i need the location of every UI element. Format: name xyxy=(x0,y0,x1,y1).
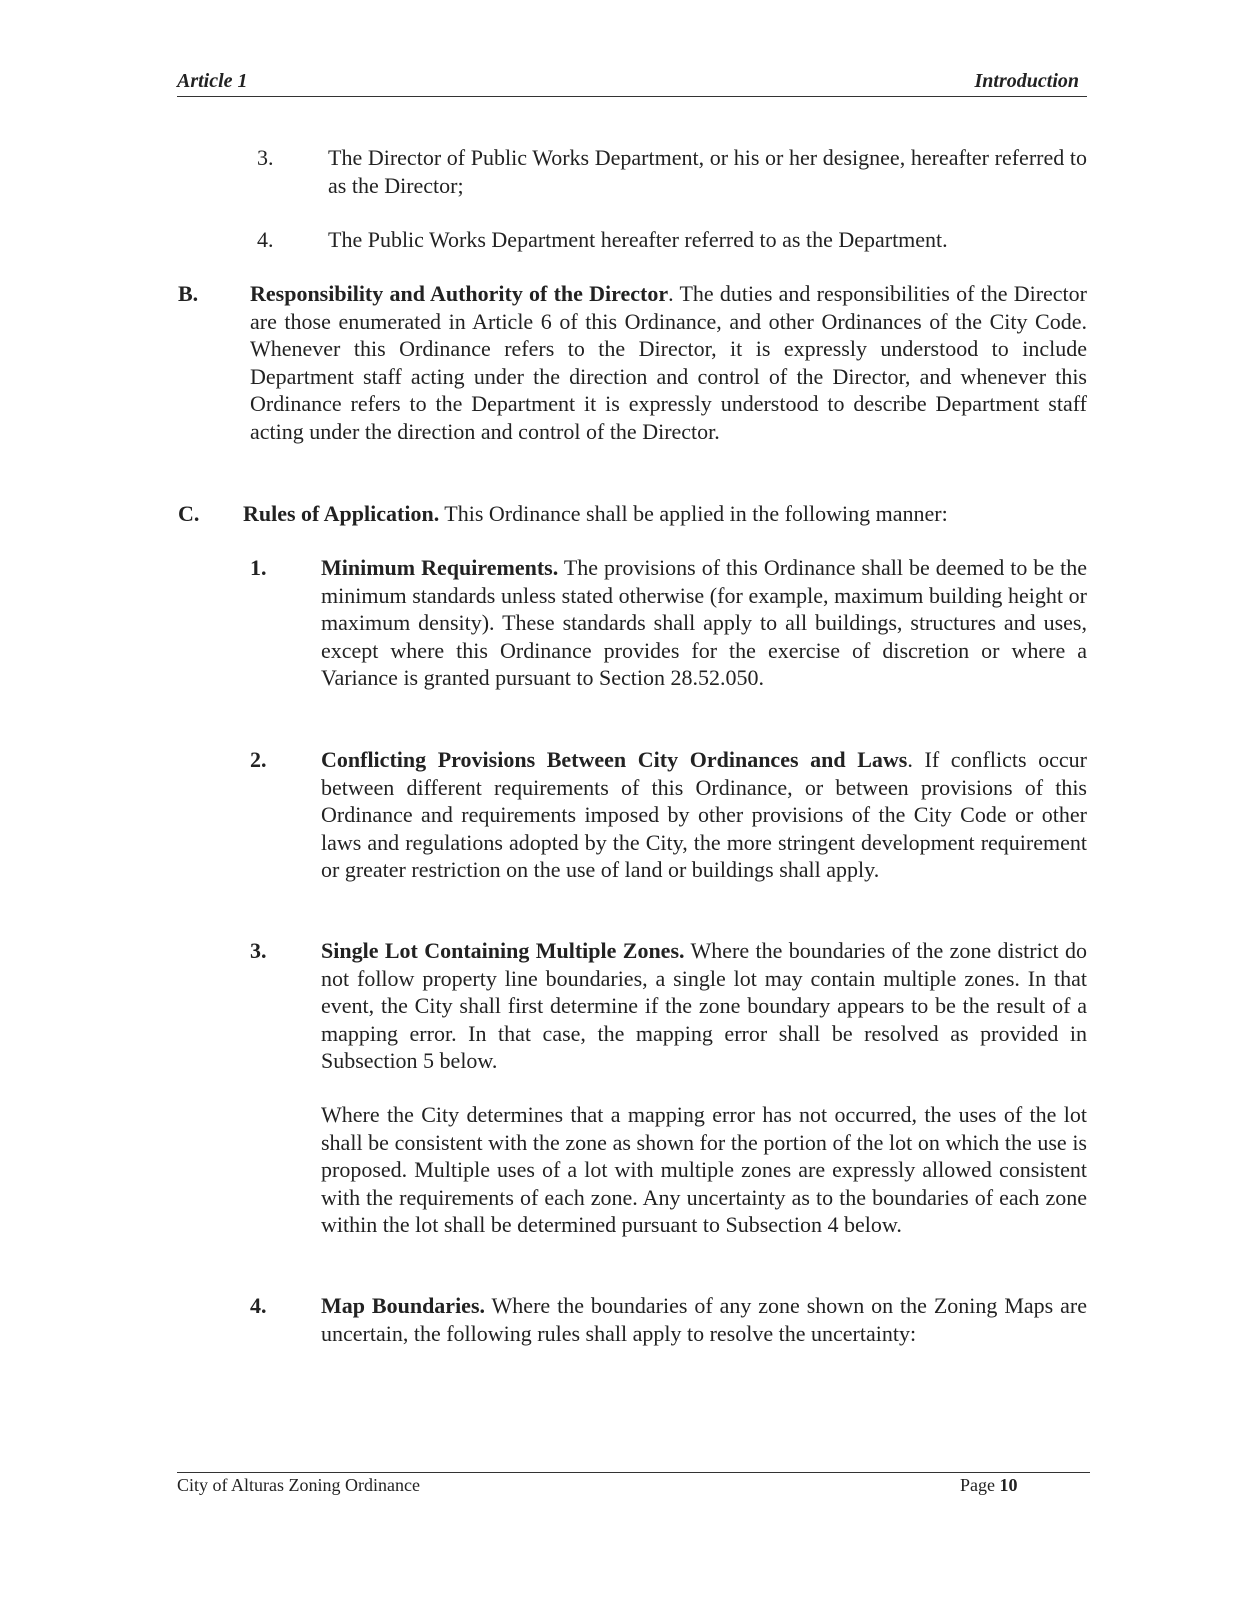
section-c-title: Rules of Application. xyxy=(243,501,440,526)
section-c-paragraph xyxy=(243,500,1087,528)
rule-text: Where the boundaries of the zone district do not follow property line boundaries, a single lot may contain multiple zones. In that event, the City shall first determine if the zone boundary appears to be the result of a mapping error. In that case, the mapping error shall be resolved as provided in Subsection 5 below. xyxy=(321,938,1087,1073)
rule-paragraph xyxy=(321,937,1087,1075)
rule-paragraph xyxy=(321,746,1087,884)
section-b-title: Responsibility and Authority of the Director xyxy=(250,281,669,306)
rule-paragraph xyxy=(321,554,1087,692)
page-header xyxy=(177,70,1087,97)
section-c-text: This Ordinance shall be applied in the following manner: xyxy=(439,501,948,526)
section-b-number: B. xyxy=(178,281,199,306)
section-b-paragraph xyxy=(250,280,1087,445)
rule-text: The provisions of this Ordinance shall be deemed to be the minimum standards unless stated otherwise (for example, maximum building height or maximum density). These standards shall apply to all buildings, structures and uses, except where this Ordinance provides for the exercise of discretion or where a Variance is granted pursuant to Section 28.52.050. xyxy=(321,555,1087,690)
rule-number: 1. xyxy=(250,555,267,580)
page-footer xyxy=(177,1472,1090,1496)
section-c-number: C. xyxy=(178,501,200,526)
rule-text: . If conflicts occur between different requirements of this Ordinance, or between provisions of this Ordinance and requirements imposed by other provisions of the City Code or other laws and regulations adopted by the City, the more stringent development requirement or greater restriction on the use of land or buildings shall apply. xyxy=(321,747,1088,882)
rule-paragraph xyxy=(321,1292,1087,1347)
rule-title: Single Lot Containing Multiple Zones. xyxy=(321,938,685,963)
page-number xyxy=(960,1475,1018,1496)
page-num: 10 xyxy=(999,1475,1018,1495)
item-number: 3. xyxy=(257,145,274,170)
item-text: The Director of Public Works Department, or his or her designee, hereafter referred to as the Director; xyxy=(328,145,1087,198)
rule-paragraph-2: Where the City determines that a mapping error has not occurred, the uses of the lot shall be consistent with the zone as shown for the portion of the lot on which the use is proposed. Multiple uses of a lot with multiple zones are expressly allowed consistent with the requirements of each zone. Any uncertainty as to the boundaries of each zone within the lot shall be determined pursuant to Subsection 4 below. xyxy=(321,1102,1087,1237)
header-section: Introduction xyxy=(974,70,1079,92)
rule-title: Map Boundaries. xyxy=(321,1293,486,1318)
rule-number: 3. xyxy=(250,938,267,963)
rule-title: Conflicting Provisions Between City Ordinances and Laws xyxy=(321,747,908,772)
page-label: Page xyxy=(960,1475,995,1495)
rule-title: Minimum Requirements. xyxy=(321,555,559,580)
section-b-text: . The duties and responsibilities of the Director are those enumerated in Article 6 of this Ordinance, and other Ordinances of the City Code. Whenever this Ordinance refers to the Director, it is expressly understood to include Department staff acting under the direction and control of the Director, and whenever this Ordinance refers to the Department it is expressly understood to describe Department staff acting under the direction and control of the Director. xyxy=(250,281,1087,444)
rule-number: 2. xyxy=(250,747,267,772)
footer-title: City of Alturas Zoning Ordinance xyxy=(177,1475,420,1495)
rule-text: Where the boundaries of any zone shown on the Zoning Maps are uncertain, the following rules shall apply to resolve the uncertainty: xyxy=(321,1293,1087,1346)
rule-number: 4. xyxy=(250,1293,267,1318)
item-text: The Public Works Department hereafter referred to as the Department. xyxy=(328,227,948,252)
header-article: Article 1 xyxy=(177,70,248,92)
item-number: 4. xyxy=(257,227,274,252)
